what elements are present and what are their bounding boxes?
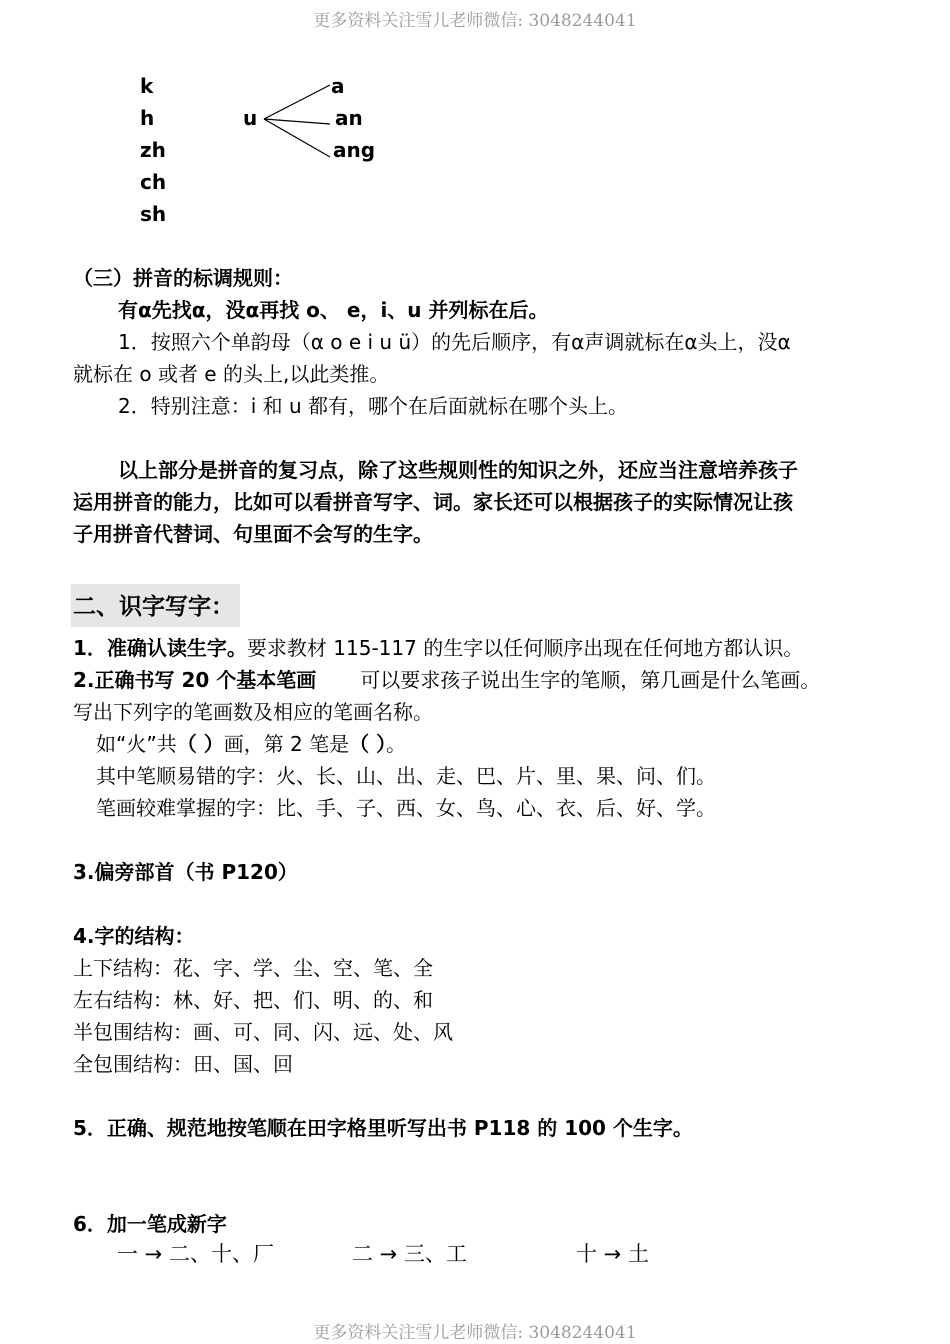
- structure-left-right: 左右结构：林、好、把、们、明、的、和: [73, 988, 433, 1012]
- hard-stroke-chars: 笔画较难掌握的字：比、手、子、西、女、鸟、心、衣、后、好、学。: [96, 796, 716, 820]
- item-1-label: 1．准确认读生字。: [73, 636, 247, 660]
- blank-stroke: （ ）: [349, 732, 387, 756]
- item-1-text: 要求教材 115-117 的生字以任何顺序出现在任何地方都认识。: [246, 636, 804, 660]
- add-stroke-1: 一 → 二、十、厂: [117, 1242, 274, 1266]
- easy-wrong-chars: 其中笔顺易错的字：火、长、山、出、走、巴、片、里、果、问、们。: [96, 764, 716, 788]
- tone-rules-heading: （三）拼音的标调规则：: [73, 266, 293, 290]
- initial-h: h: [140, 106, 155, 130]
- summary-line1: 以上部分是拼音的复习点，除了这些规则性的知识之外，还应当注意培养孩子: [118, 458, 798, 482]
- initial-sh: sh: [140, 202, 167, 226]
- structure-half-enclosed: 半包围结构：画、可、同、闪、远、处、风: [73, 1020, 453, 1044]
- tone-rule-2: 2．特别注意：i 和 u 都有，哪个在后面就标在哪个头上。: [118, 394, 629, 418]
- add-stroke-3: 十 → 土: [576, 1242, 649, 1266]
- initial-k: k: [140, 74, 154, 98]
- section-2-heading: 二、识字写字：: [71, 584, 240, 627]
- summary-line3: 子用拼音代替词、句里面不会写的生字。: [73, 522, 433, 546]
- final-a: a: [331, 74, 345, 98]
- structure-full-enclosed: 全包围结构：田、国、回: [73, 1052, 293, 1076]
- structure-top-bottom: 上下结构：花、字、学、尘、空、笔、全: [73, 956, 433, 980]
- summary-line2: 运用拼音的能力，比如可以看拼音写字、词。家长还可以根据孩子的实际情况让孩: [73, 490, 793, 514]
- watermark-top: 更多资料关注雪儿老师微信: 3048244041: [313, 11, 637, 31]
- final-ang: ang: [333, 138, 376, 162]
- item-3: 3.偏旁部首（书 P120）: [73, 860, 298, 884]
- item-2-line2: 写出下列字的笔画数及相应的笔画名称。: [73, 700, 433, 724]
- stroke-example: 如“火”共（ ）画，第 2 笔是（ ）。: [96, 732, 407, 756]
- watermark-bottom: 更多资料关注雪儿老师微信: 3048244041: [313, 1323, 637, 1343]
- item-2-text: 可以要求孩子说出生字的笔顺，第几画是什么笔画。: [360, 668, 821, 692]
- initial-ch: ch: [140, 170, 167, 194]
- tone-rule-rhyme: 有α先找α，没α再找 o、 e，i、u 并列标在后。: [118, 298, 549, 322]
- final-an: an: [335, 106, 363, 130]
- medial-u: u: [243, 106, 258, 130]
- blank-count: （ ）: [176, 732, 224, 756]
- tone-rule-1-line2: 就标在 o 或者 e 的头上,以此类推。: [73, 362, 390, 386]
- item-2-label: 2.正确书写 20 个基本笔画: [73, 668, 317, 692]
- branch-lines: [262, 80, 334, 160]
- add-stroke-2: 二 → 三、工: [352, 1242, 467, 1266]
- item-4: 4.字的结构：: [73, 924, 195, 948]
- item-1: [73, 632, 803, 664]
- item-6: 6．加一笔成新字: [73, 1212, 227, 1236]
- item-2: [73, 664, 820, 696]
- initial-zh: zh: [140, 138, 166, 162]
- item-5: 5．正确、规范地按笔顺在田字格里听写出书 P118 的 100 个生字。: [73, 1116, 693, 1140]
- tone-rule-1-line1: 1．按照六个单韵母（α o e i u ü）的先后顺序，有α声调就标在α头上，没α: [118, 330, 791, 354]
